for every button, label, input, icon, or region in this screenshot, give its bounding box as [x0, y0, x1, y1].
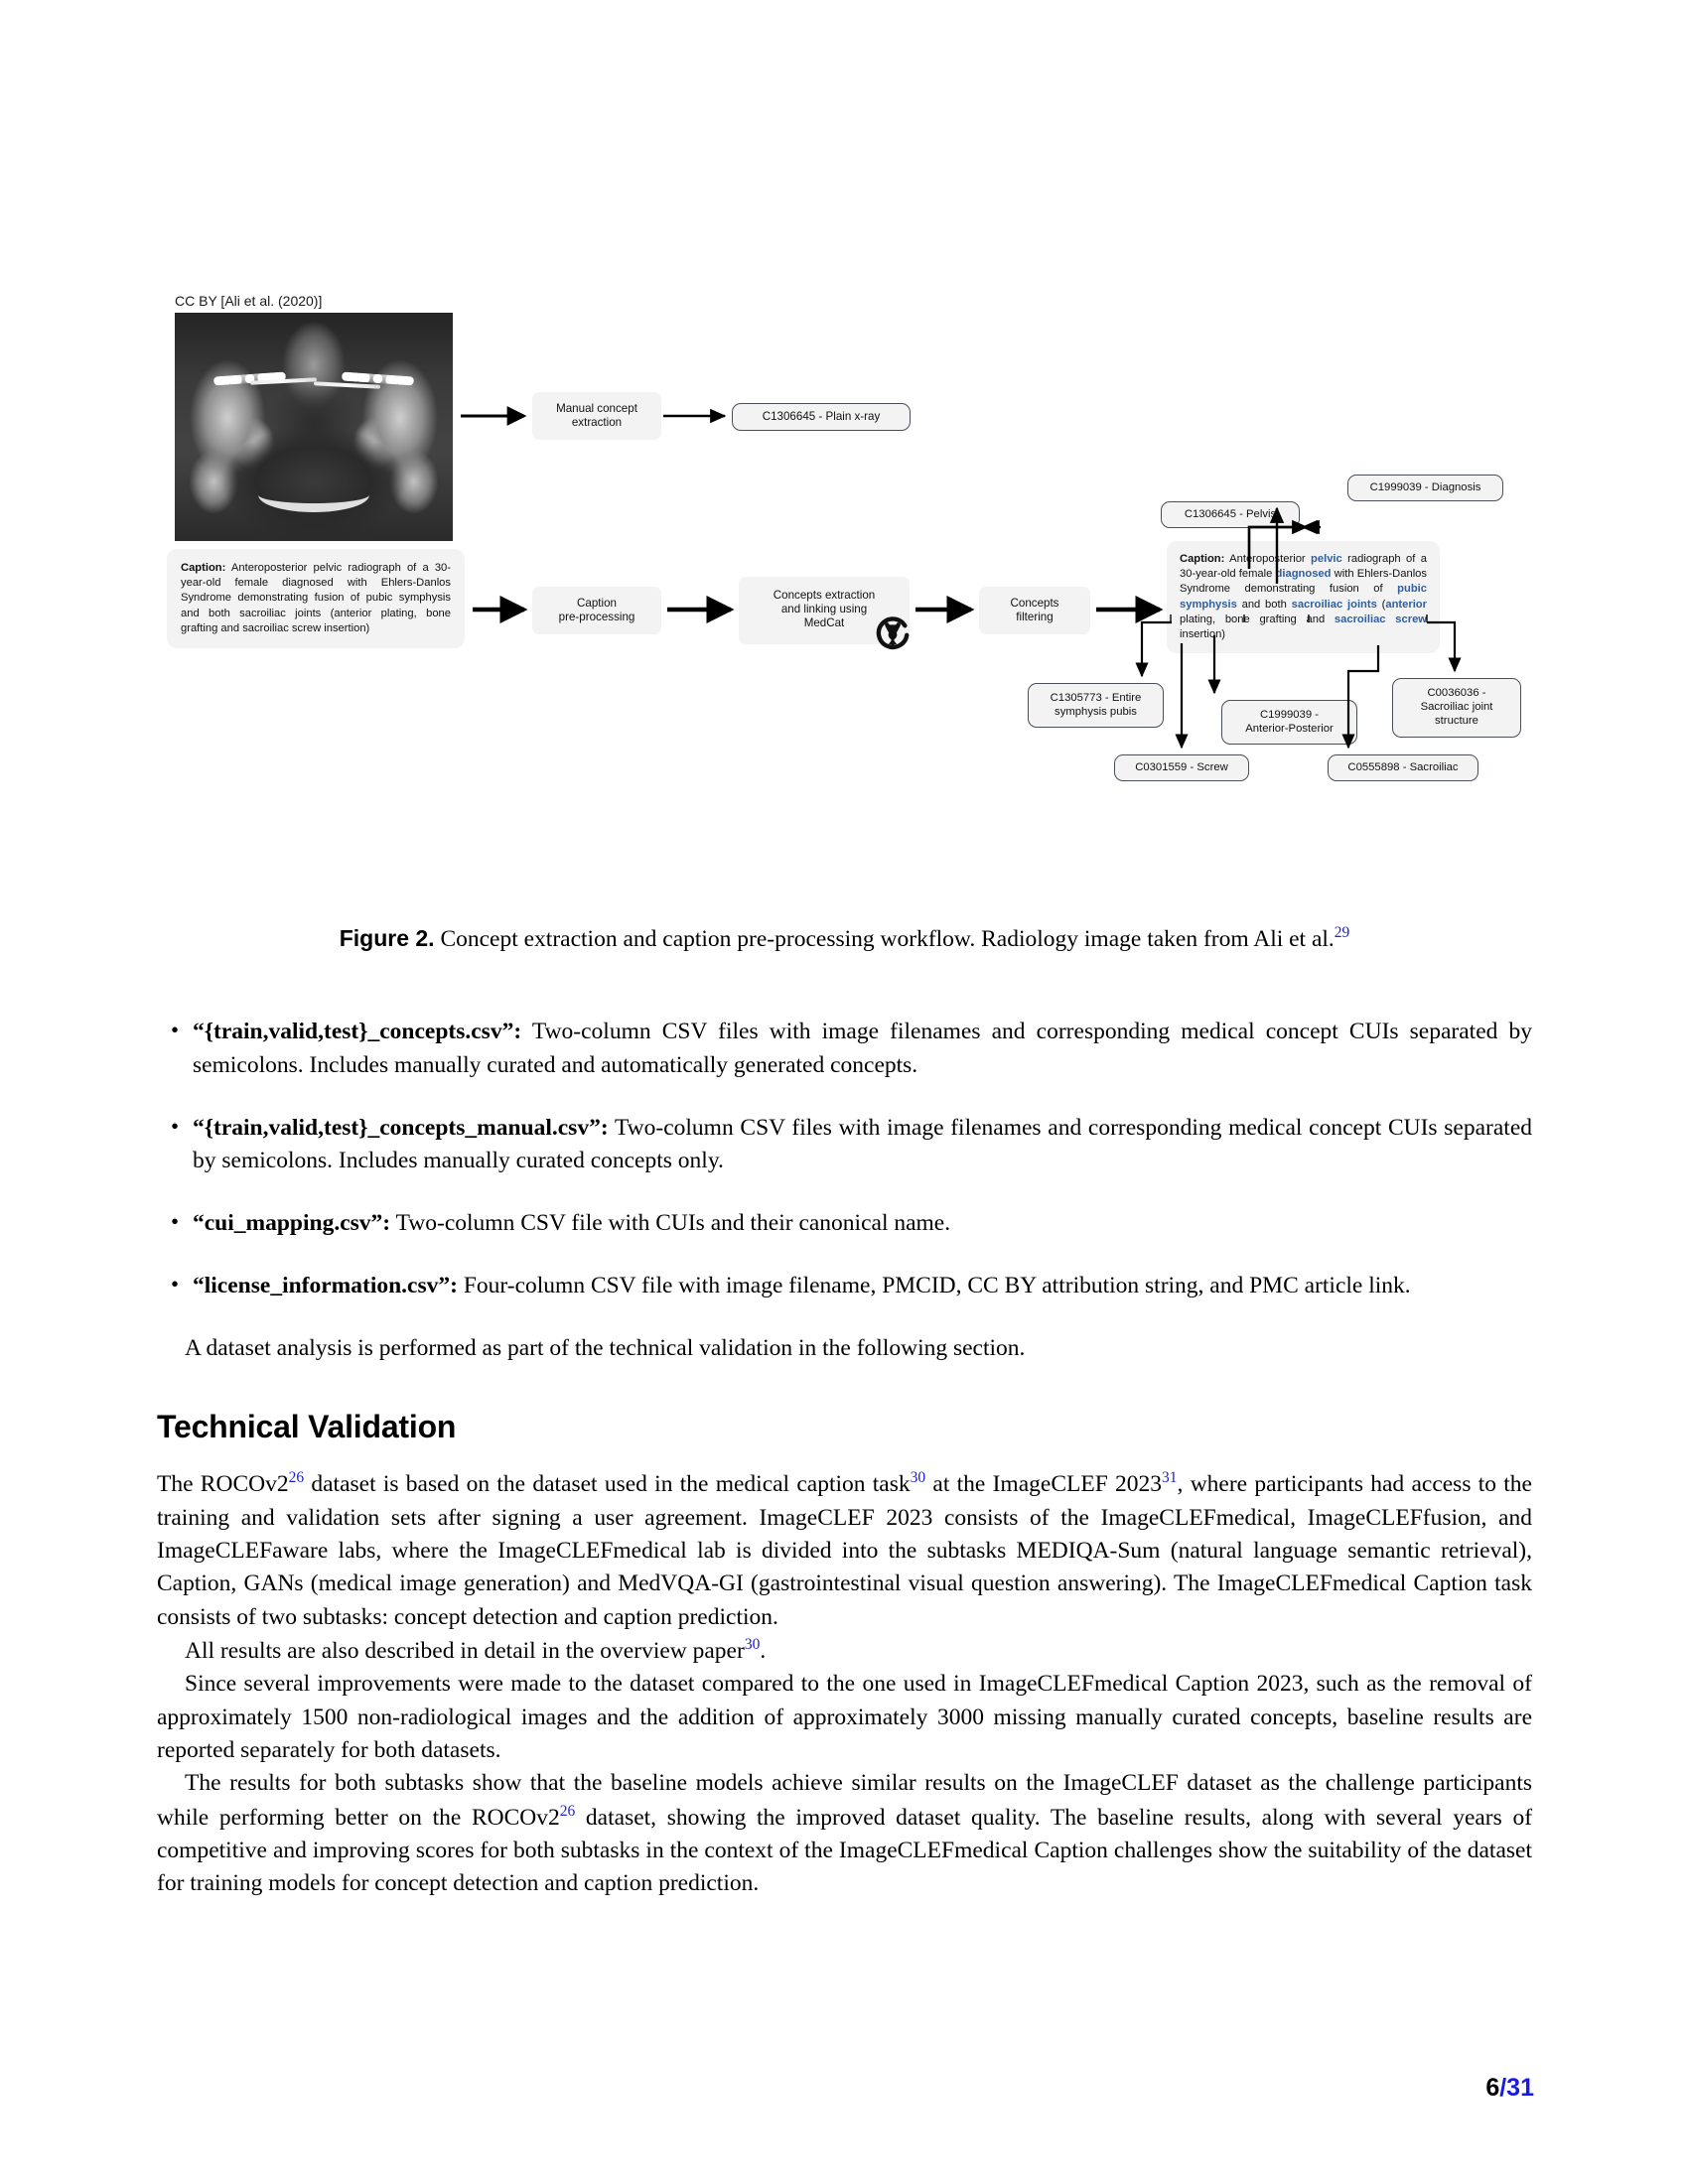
paragraph-improvements: Since several improvements were made to the dataset compared to the one used in ImageCLEFmedical Caption 2023, such as the removal of approximately 1500 non-radiological images and the addition of approximately 3000 missing manually curated concepts, baseline results are reported separately for both datasets.	[157, 1671, 1532, 1764]
node-label-line1: Concepts extraction	[773, 588, 876, 602]
node-caption-preprocessing	[532, 587, 661, 634]
file-description-list	[157, 1016, 1532, 1302]
caption-seg-2: radiograph of a 30-year-old female	[1180, 553, 1427, 581]
node-c1306645-plain-xray: C1306645 - Plain x-ray	[732, 403, 911, 431]
caption-seg-6: plating, bone grafting and	[1180, 613, 1335, 625]
article-text-column	[157, 923, 1532, 1901]
citation-ref: 30	[744, 1636, 761, 1654]
node-label-line2: and linking using	[780, 602, 868, 615]
bullet-term: “{train,valid,test}_concepts_manual.csv”:	[193, 1114, 609, 1141]
node-c0301559-screw: C0301559 - Screw	[1114, 754, 1249, 781]
bullet-text: Two-column CSV file with CUIs and their canonical name.	[390, 1209, 951, 1236]
annotated-caption-box	[1167, 541, 1440, 653]
node-label-line1: Manual concept	[556, 401, 637, 415]
bullet-term: “license_information.csv”:	[193, 1273, 458, 1298]
citation-ref: 31	[1162, 1469, 1178, 1487]
input-caption-label: Caption:	[181, 562, 226, 574]
bullet-term: “cui_mapping.csv”:	[193, 1209, 391, 1236]
figure-number: Figure 2.	[339, 924, 435, 951]
xray-symphysis-plate	[258, 478, 369, 512]
highlight-pelvic: pelvic	[1311, 553, 1342, 565]
node-label-line1: Caption	[577, 596, 617, 610]
paragraph-results	[157, 1767, 1532, 1900]
paragraph-dataset-analysis: A dataset analysis is performed as part of the technical validation in the following section.	[185, 1335, 1026, 1362]
citation-ref: 30	[910, 1469, 926, 1487]
list-item	[157, 1207, 1532, 1240]
page-total: /31	[1499, 2074, 1534, 2102]
node-label-line2: Anterior-Posterior	[1245, 722, 1334, 735]
node-c1999039-diagnosis: C1999039 - Diagnosis	[1347, 475, 1503, 501]
node-label-line2: symphysis pubis	[1055, 705, 1137, 718]
node-label-line1: C1999039 -	[1259, 708, 1320, 721]
highlight-sacroiliac-joints: sacroiliac joints	[1291, 598, 1377, 611]
bullet-text: Four-column CSV file with image filename, PMCID, CC BY attribution string, and PMC article link.	[457, 1273, 1411, 1298]
highlight-anterior: anterior	[1385, 598, 1427, 611]
para-seg: dataset, showing the improved dataset quality. The baseline results, along with several years of competitive and improving scores for both subtasks in the context of the ImageCLEFmedical Caption challenges show the suitability of the dataset for training models for concept detection and caption prediction.	[157, 1804, 1533, 1897]
para-seg: dataset is based on the dataset used in the medical caption task	[304, 1471, 911, 1498]
node-manual-concept-extraction	[532, 392, 661, 440]
node-c1306645-pelvis: C1306645 - Pelvis	[1161, 501, 1300, 528]
pelvic-xray-image	[175, 313, 453, 541]
citation-ref: 26	[288, 1469, 305, 1487]
node-c1999039-anterior-posterior	[1221, 700, 1357, 745]
node-label-line3: MedCat	[803, 616, 845, 630]
para-seg: .	[760, 1637, 767, 1664]
node-c0555898-sacroiliac: C0555898 - Sacroiliac	[1328, 754, 1478, 781]
citation-ref: 29	[1334, 924, 1350, 941]
list-item	[157, 1016, 1532, 1081]
bullet-term: “{train,valid,test}_concepts.csv”:	[193, 1019, 522, 1045]
para-seg: The results for both subtasks show that the baseline models achieve similar results on the ImageCLEF dataset as the challenge participants while performing better on the ROCOv2	[157, 1770, 1532, 1831]
node-label-line2: pre-processing	[558, 611, 635, 623]
input-caption-box	[167, 549, 465, 648]
caption-seg-7: insertion)	[1180, 628, 1226, 641]
node-label-line1: Concepts	[1010, 596, 1059, 610]
highlight-diagnosed: diagnosed	[1275, 568, 1332, 581]
node-concepts-filtering	[979, 587, 1090, 634]
bullet-text: Two-column CSV files with image filenames and corresponding medical concept CUIs separated by semicolons. Includes manually curated concepts only.	[193, 1114, 1532, 1173]
page-current: 6	[1485, 2074, 1500, 2102]
node-c1305773-entire-symphysis-pubis	[1028, 683, 1164, 728]
input-caption-text: Anteroposterior pelvic radiograph of a 30-year-old female diagnosed with Ehlers-Danlos Syndrome demonstrating fusion of pubic symphysis and both sacroiliac joints (anterior plating, bone grafting and sacroiliac screw insertion)	[181, 562, 451, 634]
node-c0036036-sacroiliac-joint-structure	[1392, 678, 1521, 738]
node-label-line3: structure	[1435, 714, 1478, 727]
highlight-pubic-symphysis: pubic symphysis	[1180, 583, 1427, 611]
figure-2-graphic	[0, 0, 1688, 874]
caption-seg-3: with Ehlers-Danlos Syndrome demonstrating fusion of	[1180, 568, 1427, 596]
para-seg: , where participants had access to the training and validation sets after signing a user agreement. ImageCLEF 2023 consists of the ImageCLEFmedical, ImageCLEFfusion, and ImageCLEFaware labs, where the ImageCLEFmedical lab is divided into the subtasks MEDIQA-Sum (natural language semantic retrieval), Caption, GANs (medical image generation) and MedVQA-GI (gastrointestinal visual question answering). The ImageCLEFmedical Caption task consists of two subtasks: concept detection and caption prediction.	[157, 1471, 1532, 1630]
list-item	[157, 1270, 1532, 1302]
annotated-caption-label: Caption:	[1180, 553, 1225, 565]
node-label-line2: extraction	[571, 416, 623, 429]
paragraph-overview-paper	[157, 1634, 1532, 1668]
caption-seg-5: (	[1376, 598, 1386, 611]
node-label-line1: C1305773 - Entire	[1050, 691, 1142, 704]
node-label-line1: C0036036 -	[1427, 687, 1486, 700]
bullet-text: Two-column CSV files with image filenames and corresponding medical concept CUIs separated by semicolons. Includes manually curated and automatically generated concepts.	[193, 1019, 1532, 1078]
figure-caption-text: Concept extraction and caption pre-processing workflow. Radiology image taken from Ali et al.	[434, 925, 1335, 952]
citation-ref: 26	[559, 1802, 576, 1820]
node-label-line2: filtering	[1016, 611, 1054, 623]
cc-by-attribution: CC BY [Ali et al. (2020)]	[175, 293, 323, 309]
para-seg: at the ImageCLEF 2023	[925, 1471, 1163, 1498]
para-seg: All results are also described in detail in the overview paper	[185, 1637, 745, 1664]
section-heading-technical-validation: Technical Validation	[157, 1409, 457, 1445]
caption-seg-1: Anteroposterior	[1224, 553, 1312, 565]
para-seg: The ROCOv2	[157, 1471, 289, 1498]
figure-caption	[157, 923, 1532, 954]
node-label-line2: Sacroiliac joint	[1420, 701, 1493, 714]
list-item	[157, 1112, 1532, 1177]
highlight-sacroiliac-screw: sacroiliac screw	[1334, 613, 1427, 625]
caption-seg-4: and both	[1236, 598, 1292, 611]
page-number	[1485, 2074, 1534, 2103]
medcat-logo-icon	[874, 613, 912, 650]
paragraph-technical-validation-1	[157, 1467, 1532, 1634]
